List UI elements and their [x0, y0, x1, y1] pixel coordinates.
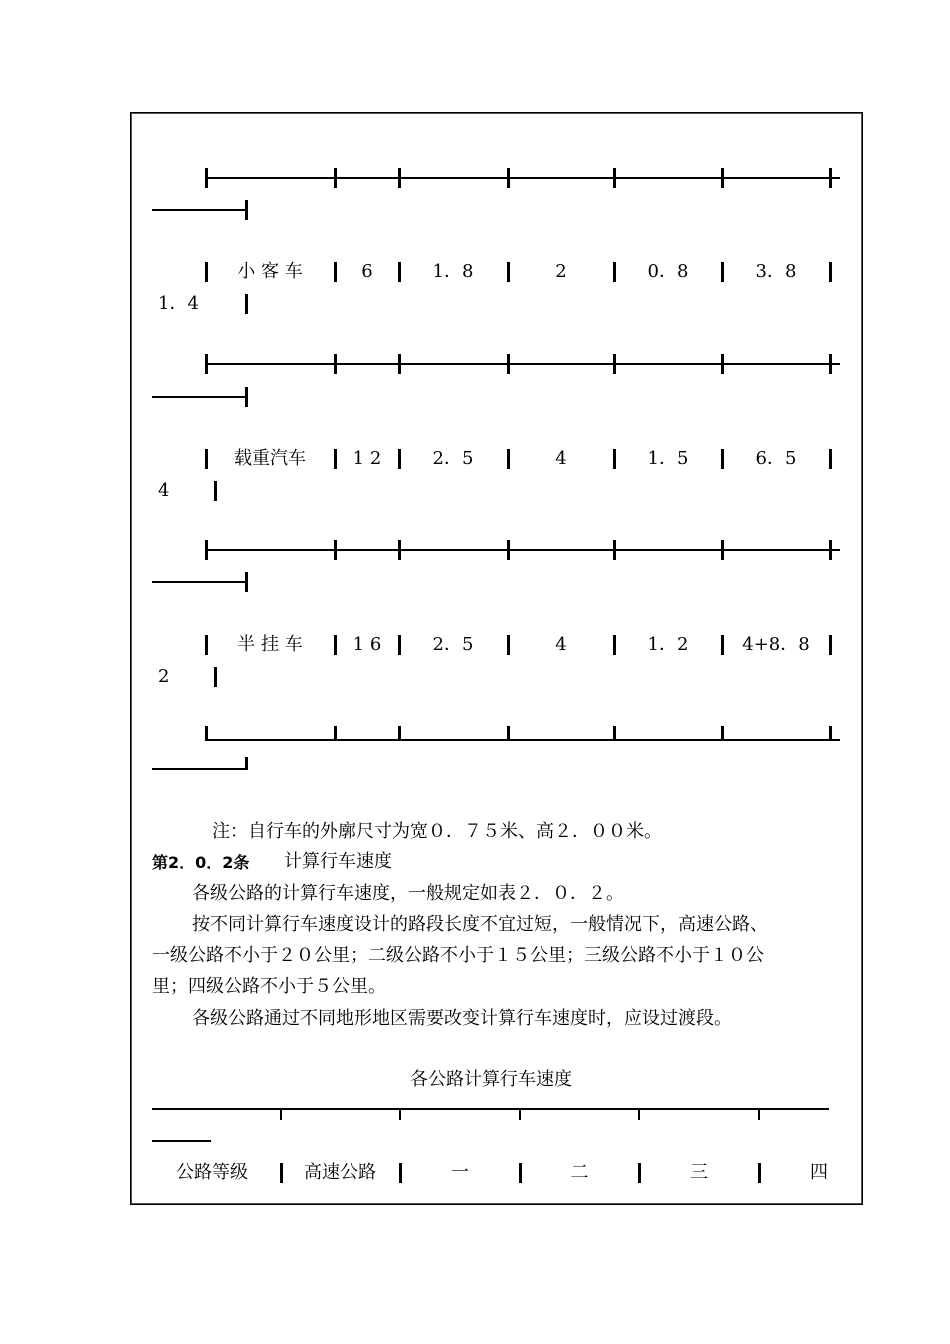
table-rule [519, 1108, 521, 1120]
table-rule [519, 1163, 522, 1183]
table-cell: 2．5 [432, 448, 474, 469]
paragraph: 按不同计算行车速度设计的路段长度不宜过短，一般情况下，高速公路、 [192, 914, 768, 935]
table-rule [334, 168, 337, 188]
table-rule [399, 1108, 401, 1120]
table-cell: 1．4 [158, 293, 199, 314]
note-text: 注：自行车的外廓尺寸为宽０．７５米、高２．００米。 [212, 821, 662, 842]
table-rule [613, 168, 616, 188]
table-rule [205, 635, 208, 655]
table-cell: 4 [158, 480, 170, 501]
table-rule [829, 540, 832, 560]
table-rule [205, 726, 208, 741]
table-rule [829, 262, 832, 282]
table-rule [280, 1108, 282, 1120]
table-rule [721, 354, 724, 374]
clause-number: 第2．0．2条 [152, 853, 250, 872]
table-rule [245, 387, 248, 407]
table-rule [829, 168, 832, 188]
table-cell: 2．5 [432, 634, 474, 655]
table-rule [152, 396, 247, 398]
table-header: 三 [690, 1162, 708, 1183]
table-cell: 2 [158, 666, 170, 687]
table-rule [245, 200, 248, 220]
table-rule [398, 726, 401, 741]
table-rule [152, 768, 247, 770]
table-rule [205, 262, 208, 282]
table-rule [205, 363, 840, 365]
paragraph: 各级公路的计算行车速度，一般规定如表２．０．２。 [192, 883, 624, 904]
table-rule [334, 354, 337, 374]
table-header: 二 [570, 1162, 589, 1183]
table-rule [829, 449, 832, 469]
table-rule [334, 540, 337, 560]
table-rule [398, 540, 401, 560]
table-rule [245, 294, 248, 314]
table-header: 四 [810, 1162, 828, 1183]
table-rule [152, 209, 247, 211]
table-rule [829, 354, 832, 374]
table-rule [334, 726, 337, 741]
table-header: 高速公路 [304, 1162, 376, 1183]
table-cell: 小 客 车 [237, 261, 303, 282]
table-cell: 1．8 [432, 261, 474, 282]
table-cell: 1 6 [352, 634, 382, 655]
table-rule [205, 739, 840, 741]
table-title: 各公路计算行车速度 [410, 1069, 572, 1090]
table-rule [829, 635, 832, 655]
table-rule [152, 1108, 829, 1110]
table-rule [507, 726, 510, 741]
table-cell: 0．8 [647, 261, 689, 282]
table-rule [758, 1108, 760, 1120]
table-rule [205, 540, 208, 560]
paragraph: 一级公路不小于２０公里；二级公路不小于１５公里；三级公路不小于１０公 [152, 945, 764, 966]
table-rule [507, 354, 510, 374]
table-cell: 1．5 [647, 448, 689, 469]
table-cell: 3．8 [755, 261, 797, 282]
table-rule [638, 1163, 641, 1183]
table-rule [205, 354, 208, 374]
table-cell: 4 [555, 448, 567, 469]
table-rule [721, 726, 724, 741]
table-rule [829, 726, 832, 741]
paragraph: 各级公路通过不同地形地区需要改变计算行车速度时，应设过渡段。 [192, 1008, 732, 1029]
table-rule [205, 177, 840, 179]
table-cell: 6．5 [755, 448, 797, 469]
table-cell: 1．2 [647, 634, 689, 655]
table-rule [507, 540, 510, 560]
table-rule [399, 1163, 402, 1183]
table-rule [613, 540, 616, 560]
table-rule [758, 1163, 761, 1183]
table-rule [152, 581, 247, 583]
table-cell: 4+8．8 [742, 634, 810, 655]
clause-title: 计算行车速度 [284, 851, 392, 872]
table-rule [721, 540, 724, 560]
table-rule [152, 1140, 211, 1142]
table-rule [205, 449, 208, 469]
table-rule [613, 354, 616, 374]
table-rule [245, 757, 248, 770]
table-cell: 1 2 [352, 448, 382, 469]
table-rule [214, 667, 217, 687]
table-rule [398, 354, 401, 374]
table-rule [398, 168, 401, 188]
table-cell: 2 [555, 261, 567, 282]
table-rule [638, 1108, 640, 1120]
table-rule [205, 168, 208, 188]
table-rule [280, 1163, 283, 1183]
table-rule [721, 168, 724, 188]
table-rule [507, 168, 510, 188]
table-header: 一 [451, 1162, 469, 1183]
paragraph: 里；四级公路不小于５公里。 [152, 976, 386, 997]
table-rule [245, 572, 248, 592]
table-cell: 载重汽车 [234, 448, 306, 469]
table-rule [613, 726, 616, 741]
table-rule [205, 549, 840, 551]
table-cell: 半 挂 车 [237, 634, 303, 655]
table-cell: 6 [361, 261, 373, 282]
table-header: 公路等级 [176, 1162, 248, 1183]
table-rule [214, 481, 217, 501]
table-cell: 4 [555, 634, 567, 655]
